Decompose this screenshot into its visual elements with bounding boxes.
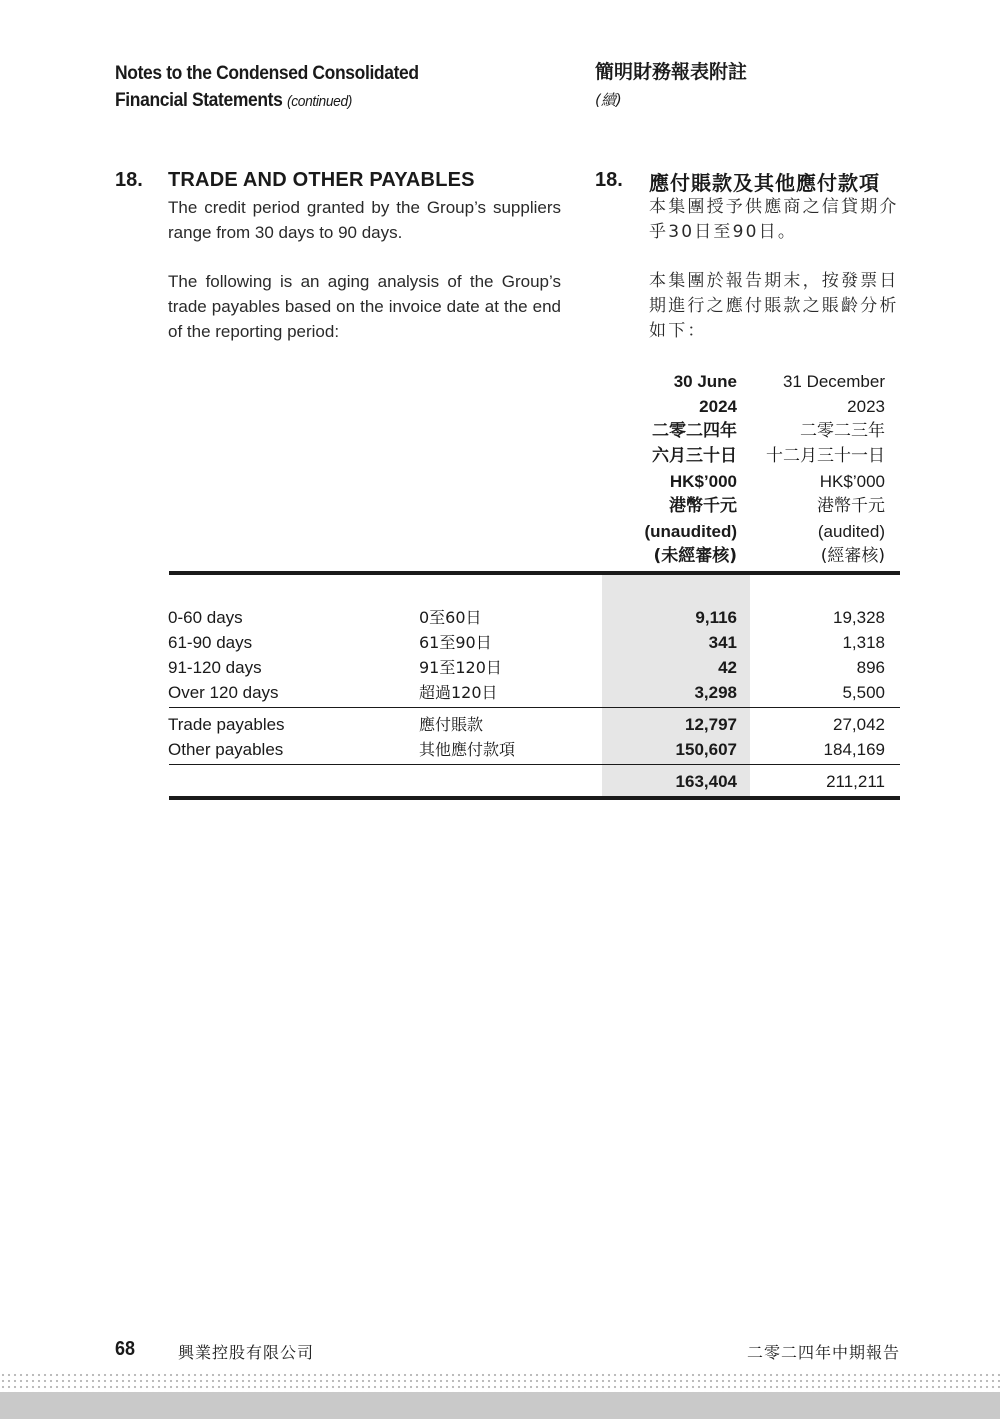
row-label-en: Over 120 days (168, 683, 279, 702)
column-header-current-line: 港幣千元 (669, 496, 737, 516)
table-row (0, 630, 1000, 655)
header-title-zh (595, 58, 747, 114)
header-continued-en: (continued) (286, 93, 353, 110)
page-number: 68 (115, 1338, 136, 1360)
footer-company-name: 興業控股有限公司 (178, 1343, 315, 1362)
total-value-prior: 211,211 (826, 772, 885, 791)
row-value-current: 42 (718, 658, 737, 677)
section-title-zh: 應付賬款及其他應付款項 (649, 171, 880, 195)
table-row (0, 605, 1000, 630)
table-row (0, 737, 1000, 762)
row-value-current: 150,607 (675, 740, 737, 759)
column-header-prior-line: 2023 (847, 397, 885, 416)
row-label-en: 0-60 days (168, 608, 243, 627)
paragraph-aging-intro-en: The following is an aging analysis of the Group’s trade payables based on the invoice date at the end of the reporting period: (168, 272, 561, 341)
header-title-zh-text: 簡明財務報表附註 (595, 61, 748, 83)
footer-report-title: 二零二四年中期報告 (746, 1343, 900, 1362)
subtotal-rule (169, 707, 900, 708)
column-header-current-line: HK$’000 (669, 472, 737, 491)
table-row (0, 655, 1000, 680)
row-value-prior: 19,328 (833, 608, 885, 627)
column-header-current-line: 六月三十日 (652, 446, 737, 466)
table-total-row (0, 769, 1000, 794)
table-bottom-rule (169, 796, 900, 800)
row-label-zh: 應付賬款 (419, 715, 484, 734)
column-header-current-line: 2024 (699, 397, 737, 416)
row-label-zh: 其他應付款項 (419, 740, 516, 759)
row-value-prior: 27,042 (833, 715, 885, 734)
row-label-en: 61-90 days (168, 633, 253, 652)
section-number-en: 18. (115, 169, 143, 191)
column-header-prior-line: 二零二三年 (800, 421, 885, 441)
footer-dot-pattern (0, 1372, 1000, 1392)
row-label-zh: 超過120日 (419, 683, 498, 702)
column-header-prior-line: (經審核) (820, 546, 885, 566)
column-header-current-line: (unaudited) (644, 522, 737, 541)
column-header-prior-line: 十二月三十一日 (766, 446, 885, 466)
total-rule (169, 764, 900, 765)
row-value-current: 3,298 (694, 683, 737, 702)
header-title-en (115, 60, 419, 115)
table-row (0, 680, 1000, 705)
row-label-en: Other payables (168, 740, 284, 759)
footer-band (0, 1392, 1000, 1419)
total-value-current: 163,404 (675, 772, 737, 791)
row-label-zh: 91至120日 (419, 658, 502, 677)
row-label-zh: 0至60日 (419, 608, 482, 627)
column-header-prior-line: (audited) (817, 522, 885, 541)
column-header-prior-line: HK$’000 (819, 472, 885, 491)
table-top-rule (169, 571, 900, 575)
row-value-prior: 5,500 (842, 683, 885, 702)
row-label-zh: 61至90日 (419, 633, 492, 652)
column-header-prior-line: 31 December (782, 372, 885, 391)
header-title-line2: Financial Statements (115, 90, 283, 111)
row-value-prior: 1,318 (842, 633, 885, 652)
row-value-current: 12,797 (685, 715, 737, 734)
row-label-en: 91-120 days (168, 658, 262, 677)
table-row (0, 712, 1000, 737)
section-title-en: TRADE AND OTHER PAYABLES (168, 169, 475, 191)
row-value-current: 9,116 (695, 608, 737, 627)
column-header-current-line: 二零二四年 (652, 421, 737, 441)
column-header-current (644, 369, 737, 569)
column-header-current-line: 30 June (673, 372, 737, 391)
row-value-prior: 896 (856, 658, 885, 677)
header-continued-zh: (續) (595, 91, 622, 109)
row-value-current: 341 (708, 633, 737, 652)
paragraph-credit-period-en: The credit period granted by the Group’s suppliers range from 30 days to 90 days. (168, 198, 561, 242)
row-value-prior: 184,169 (823, 740, 885, 759)
paragraph-credit-period-zh: 本集團授予供應商之信貸期介乎30日至90日。 (649, 197, 899, 242)
row-label-en: Trade payables (168, 715, 285, 734)
column-header-current-line: (未經審核) (653, 546, 737, 566)
header-title-line1: Notes to the Condensed Consolidated (115, 63, 419, 84)
column-header-prior (766, 369, 885, 569)
section-number-zh: 18. (595, 169, 623, 191)
paragraph-aging-intro-zh: 本集團於報告期末，按發票日期進行之應付賬款之賬齡分析如下： (649, 271, 899, 341)
column-header-prior-line: 港幣千元 (817, 496, 885, 516)
